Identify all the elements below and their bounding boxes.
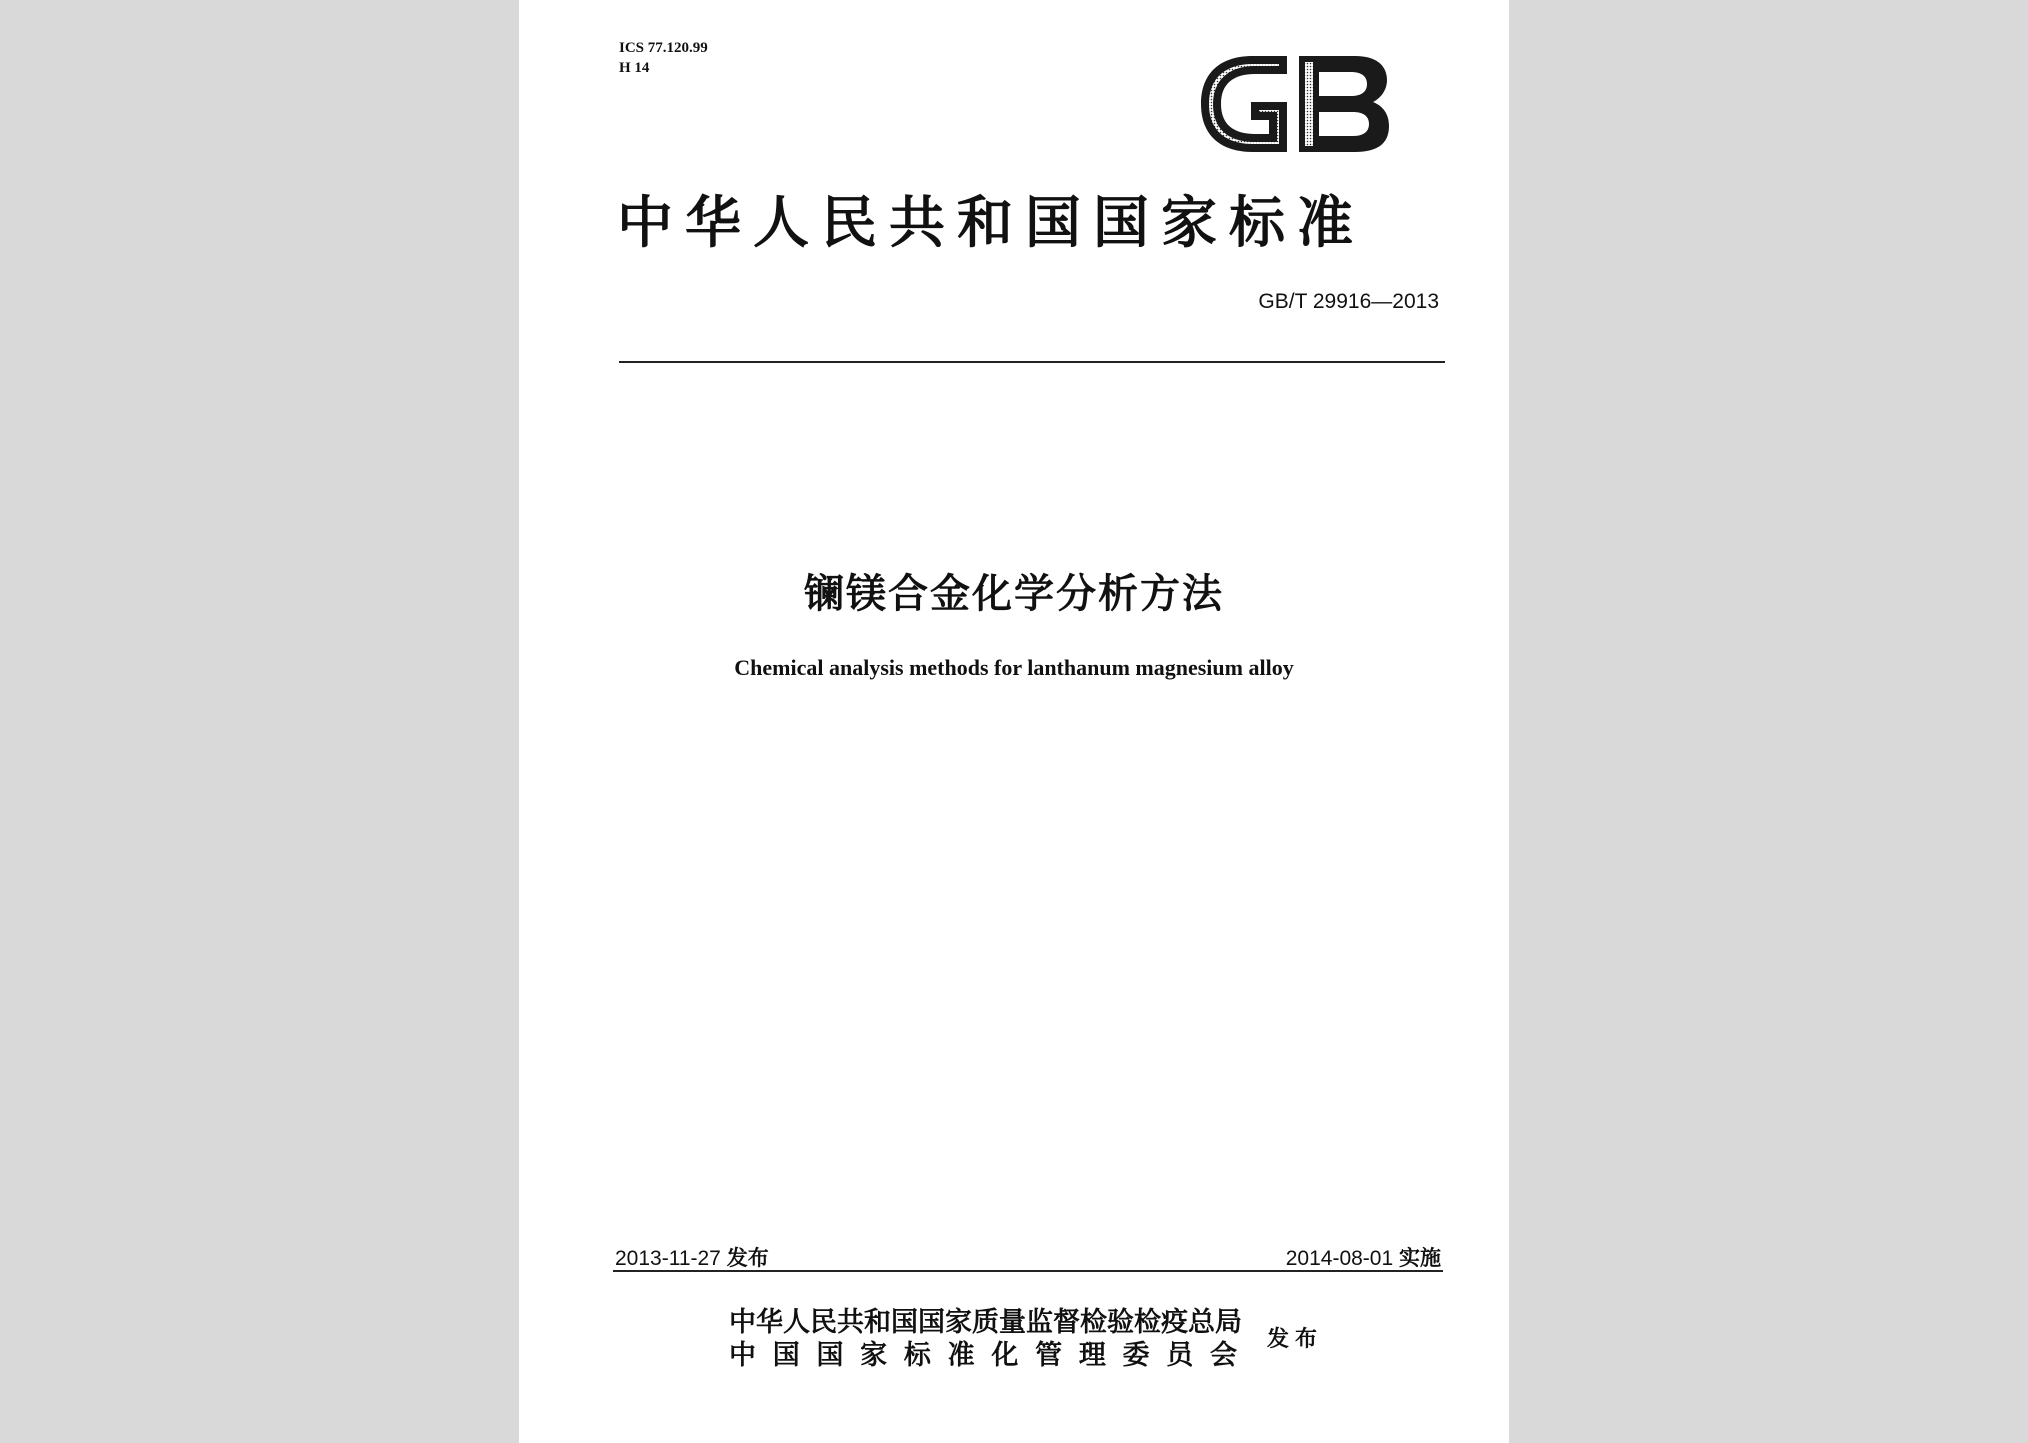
implementation-date-line: [1119, 1242, 1441, 1272]
standard-organization: 中华人民共和国国家标准: [617, 190, 1365, 256]
issue-date-line: [615, 1242, 769, 1272]
divider-bottom: [613, 1270, 1443, 1272]
ccs-code: H 14: [619, 60, 650, 76]
issue-label: 发布: [726, 1246, 769, 1270]
gb-logo: [1195, 50, 1393, 158]
implementation-date: 2014-08-01: [1285, 1247, 1394, 1270]
issue-date: 2013-11-27: [615, 1247, 721, 1270]
ics-code: ICS 77.120.99: [619, 40, 708, 56]
document-page: [519, 0, 1509, 1443]
issuer-sac: 中国国家标准化管理委员会: [729, 1340, 1237, 1371]
divider-top: [619, 361, 1445, 363]
classification-codes: [619, 38, 708, 78]
title-chinese: 镧镁合金化学分析方法: [804, 571, 1224, 617]
standard-number: GB/T 29916—2013: [1258, 290, 1439, 313]
implementation-label: 实施: [1399, 1246, 1441, 1270]
issuer-aqsiq: 中华人民共和国国家质量监督检验检疫总局: [729, 1307, 1242, 1338]
title-english: Chemical analysis methods for lanthanum magnesium alloy: [734, 655, 1294, 680]
issue-action: 发布: [1267, 1327, 1324, 1352]
